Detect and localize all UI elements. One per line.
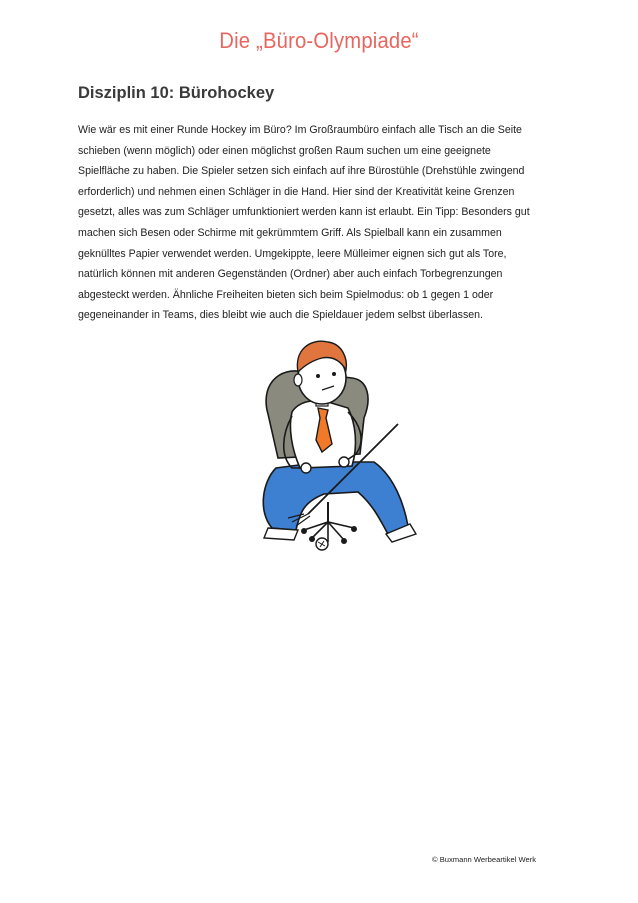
body-line: Wie wär es mit einer Runde Hockey im Büro? Im Großraumbüro einfach alle Tisch an die Seite bbox=[78, 124, 522, 136]
body-paragraph bbox=[78, 120, 566, 326]
ear bbox=[294, 374, 302, 386]
section-heading: Disziplin 10: Bürohockey bbox=[78, 84, 275, 102]
left-hand bbox=[301, 463, 311, 473]
body-line: erforderlich) und nehmen einen Schläger in die Hand. Hier sind der Kreativität keine Grenzen bbox=[78, 185, 515, 198]
body-line: abgesteckt werden. Ähnliche Freiheiten bieten sich beim Spielmodus: ob 1 gegen 1 oder bbox=[78, 288, 494, 301]
chair-wheel bbox=[351, 526, 357, 532]
page-header-title: Die „Büro-Olympiade“ bbox=[219, 28, 419, 53]
chair-wheel bbox=[301, 528, 307, 534]
body-line: geknülltes Papier verwendet werden. Umgekippte, leere Mülleimer eignen sich gut als Tore, bbox=[78, 247, 507, 260]
body-line: natürlich können mit anderen Gegenständen (Ordner) aber auch einfach Torbegrenzungen bbox=[78, 268, 503, 281]
body-line: machen sich Besen oder Schirme mit gekrümmtem Griff. Als Spielball kann ein zusammen bbox=[78, 226, 502, 239]
body-line: gesetzt, alles was zum Schläger umfunktioniert werden kann ist erlaubt. Ein Tipp: Besonders gut bbox=[78, 206, 530, 219]
copyright-footer: © Buxmann Werbeartikel Werk bbox=[432, 855, 537, 864]
left-eye bbox=[316, 374, 320, 378]
chair-wheel bbox=[309, 536, 315, 542]
right-hand bbox=[339, 457, 349, 467]
body-line: Spielfläche zu haben. Die Spieler setzen sich einfach auf ihre Bürostühle (Drehstühle zwingend bbox=[78, 165, 525, 178]
chair-wheel bbox=[341, 538, 347, 544]
right-eye bbox=[332, 372, 336, 376]
body-line: schieben (wenn möglich) oder einen möglichst großen Raum suchen um eine geeignete bbox=[78, 144, 491, 157]
illustration-svg bbox=[248, 316, 418, 560]
office-hockey-player-illustration bbox=[248, 316, 418, 560]
left-shoe bbox=[264, 528, 298, 540]
body-line: gegeneinander in Teams, dies bleibt wie auch die Spieldauer jedem selbst überlassen. bbox=[78, 309, 483, 322]
